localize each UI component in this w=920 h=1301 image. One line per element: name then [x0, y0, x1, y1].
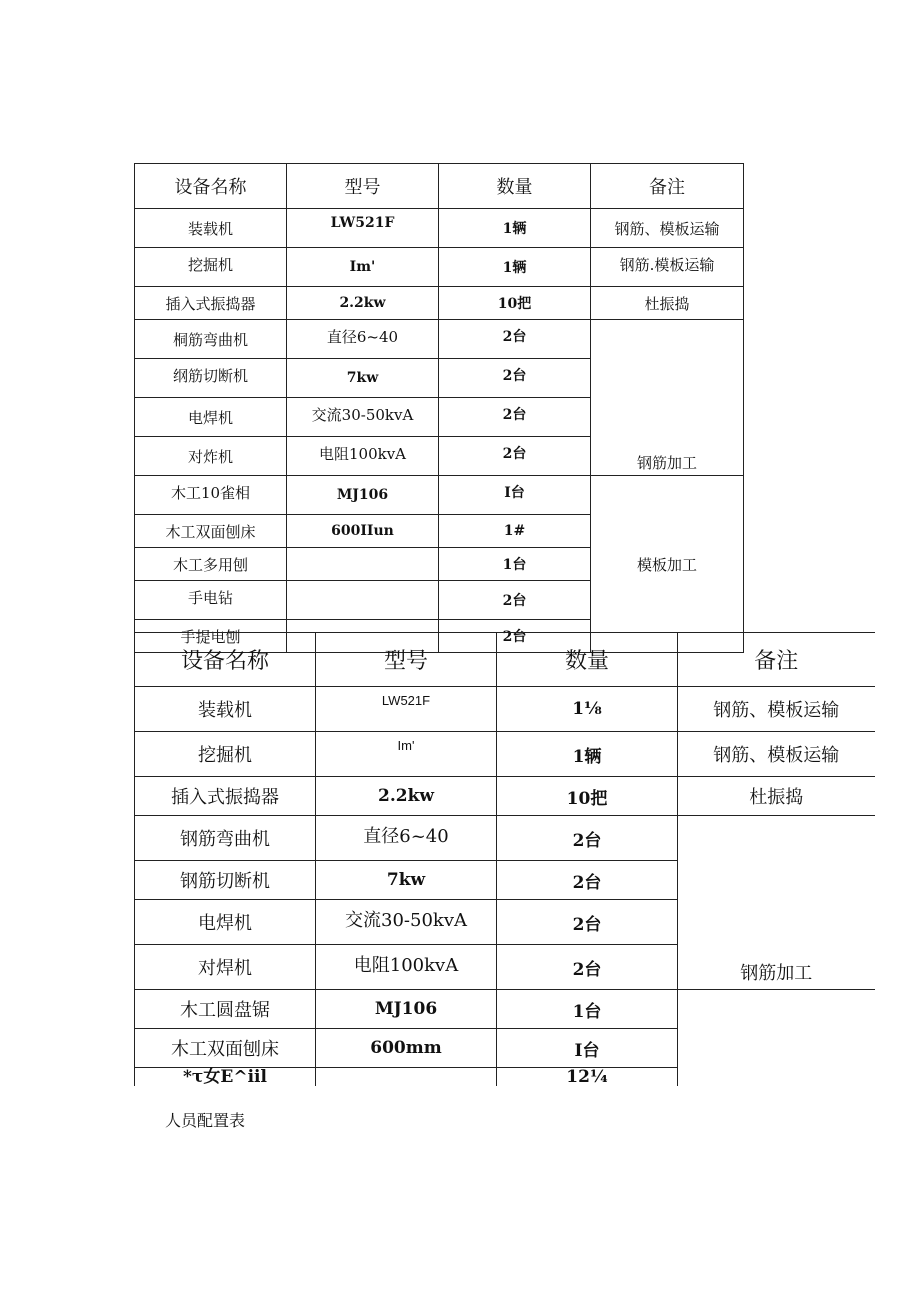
cell-qty: 1辆	[497, 732, 678, 777]
cell-model: 2.2kw	[316, 777, 497, 816]
cell-name: 装载机	[135, 687, 316, 732]
cell-name: 木工多用刨	[135, 548, 287, 581]
cell-model: LW521F	[316, 687, 497, 732]
cell-model: 直径6~40	[287, 320, 439, 359]
cell-group-note-steel: 钢筋加工	[678, 816, 875, 990]
cell-qty: 2台	[439, 359, 591, 398]
cell-name: 手提电刨	[135, 620, 287, 653]
header-model: 型号	[316, 633, 497, 687]
cell-qty: 2台	[497, 861, 678, 900]
header-quantity: 数量	[497, 633, 678, 687]
cell-note: 杜振捣	[678, 777, 875, 816]
cell-qty: I台	[497, 1029, 678, 1068]
cell-qty: 1⅛	[497, 687, 678, 732]
cell-group-note-steel: 钢筋加工	[591, 320, 744, 476]
cell-name: 电焊机	[135, 900, 316, 945]
cell-model: MJ106	[316, 990, 497, 1029]
cell-name: *τ女E^iil	[135, 1068, 316, 1087]
cell-model: 600IIun	[287, 515, 439, 548]
cell-model: 电阻100kvA	[316, 945, 497, 990]
cell-name: 木工圆盘锯	[135, 990, 316, 1029]
cell-model: 2.2kw	[287, 287, 439, 320]
table-header-row	[135, 633, 875, 687]
cell-model: 600mm	[316, 1029, 497, 1068]
cell-group-note-formwork: 模板加工	[591, 476, 744, 653]
cell-qty: 12¼	[497, 1068, 678, 1087]
cell-qty: 2台	[439, 581, 591, 620]
header-equipment-name: 设备名称	[135, 633, 316, 687]
cell-name: 电焊机	[135, 398, 287, 437]
cell-name: 木工双面刨床	[135, 1029, 316, 1068]
cell-name: 挖掘机	[135, 732, 316, 777]
cell-model: Im'	[287, 248, 439, 287]
cell-model: 交流30-50kvA	[316, 900, 497, 945]
cell-qty: 1辆	[439, 248, 591, 287]
cell-model: 7kw	[316, 861, 497, 900]
table-row	[135, 816, 875, 861]
cell-name: 手电钻	[135, 581, 287, 620]
cell-name: 钢筋切断机	[135, 861, 316, 900]
cell-name: 钢筋弯曲机	[135, 816, 316, 861]
cell-note: 钢筋.模板运输	[591, 248, 744, 287]
cell-model: MJ106	[287, 476, 439, 515]
cell-qty: I台	[439, 476, 591, 515]
cell-group-note-empty	[678, 990, 875, 1087]
table-row	[135, 732, 875, 777]
header-model: 型号	[287, 164, 439, 209]
cell-name: 桐筋弯曲机	[135, 320, 287, 359]
header-quantity: 数量	[439, 164, 591, 209]
header-equipment-name: 设备名称	[135, 164, 287, 209]
cell-qty: 10把	[439, 287, 591, 320]
cell-name: 木工10雀相	[135, 476, 287, 515]
cell-qty: 2台	[439, 320, 591, 359]
cell-qty: 10把	[497, 777, 678, 816]
cell-qty: 1台	[439, 548, 591, 581]
table-row	[135, 687, 875, 732]
cell-model: Im'	[316, 732, 497, 777]
cell-name: 插入式振捣器	[135, 777, 316, 816]
cell-model: 直径6~40	[316, 816, 497, 861]
cell-name: 木工双面刨床	[135, 515, 287, 548]
cell-name: 插入式振捣器	[135, 287, 287, 320]
cell-name: 挖掘机	[135, 248, 287, 287]
table-row	[135, 990, 875, 1029]
cell-model: 电阻100kvA	[287, 437, 439, 476]
cell-qty: 2台	[439, 620, 591, 653]
cell-qty: 1#	[439, 515, 591, 548]
header-remarks: 备注	[678, 633, 875, 687]
cell-note: 钢筋、模板运输	[678, 687, 875, 732]
cell-note: 钢筋、模板运输	[591, 209, 744, 248]
cell-name: 对炸机	[135, 437, 287, 476]
cell-model	[316, 1068, 497, 1087]
cell-model: 7kw	[287, 359, 439, 398]
cell-qty: 2台	[497, 816, 678, 861]
table-row	[135, 777, 875, 816]
header-remarks: 备注	[591, 164, 744, 209]
cell-qty: 2台	[497, 900, 678, 945]
cell-qty: 2台	[497, 945, 678, 990]
cell-model: 交流30-50kvA	[287, 398, 439, 437]
cell-model: LW521F	[287, 209, 439, 248]
cell-qty: 2台	[439, 398, 591, 437]
cell-note: 钢筋、模板运输	[678, 732, 875, 777]
cell-name: 对焊机	[135, 945, 316, 990]
staffing-table-title: 人员配置表	[165, 1113, 246, 1130]
cell-qty: 1台	[497, 990, 678, 1029]
cell-note: 杜振捣	[591, 287, 744, 320]
cell-qty: 1辆	[439, 209, 591, 248]
cell-name: 纲筋切断机	[135, 359, 287, 398]
cell-qty: 2台	[439, 437, 591, 476]
cell-name: 装载机	[135, 209, 287, 248]
equipment-table-2	[134, 632, 875, 1086]
